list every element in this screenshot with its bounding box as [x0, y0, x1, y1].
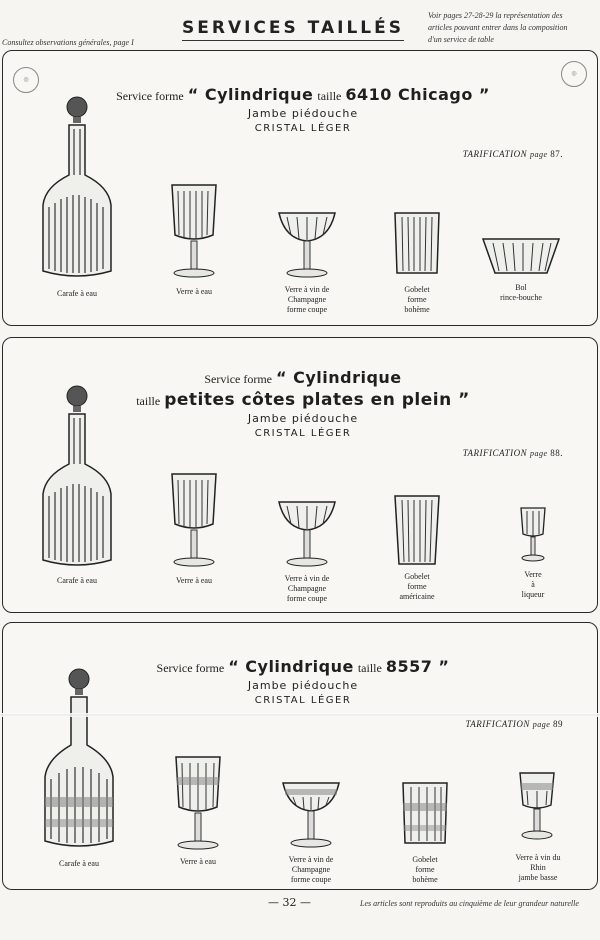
caption-line: forme — [407, 582, 427, 591]
caption-line: Verre à vin de — [288, 855, 334, 864]
service-heading — [63, 85, 543, 134]
heading-sub: Jambe piédouche — [247, 412, 359, 425]
scan-artifact — [0, 713, 600, 717]
caption-line: Verre à vin du — [515, 853, 561, 862]
heading-name: “ Cylindrique — [187, 85, 314, 104]
caption-line: Gobelet — [404, 285, 430, 294]
caption-champagne — [269, 285, 345, 315]
caption-line: Verre à eau — [176, 287, 212, 296]
water-glass-image — [169, 472, 219, 568]
caption-water-glass — [161, 287, 227, 297]
caption-line: Verre à eau — [176, 576, 212, 585]
gobelet-image — [401, 781, 449, 845]
caption-line: Carafe à eau — [57, 576, 97, 585]
tarif-label: TARIFICATION — [465, 719, 530, 729]
caption-line: Bol — [515, 283, 527, 292]
heading-name: “ Cylindrique — [228, 657, 354, 676]
water-glass-image — [173, 755, 223, 851]
heading-name: “ Cylindrique — [276, 368, 402, 387]
stamp-icon: ◎ — [561, 61, 587, 87]
tarif-page-word: page — [532, 720, 551, 729]
heading-sub: Jambe piédouche — [247, 107, 359, 120]
gobelet-image — [393, 211, 441, 275]
caption-line: Rhin — [530, 863, 546, 872]
heading-crystal: CRISTAL LÉGER — [254, 695, 352, 706]
caption-gobelet — [395, 855, 455, 885]
tarif-label: TARIFICATION — [462, 448, 528, 458]
champagne-coupe-image — [277, 211, 337, 279]
caption-line: Verre — [524, 570, 542, 579]
caption-line: à — [531, 580, 535, 589]
caption-line: Champagne — [287, 584, 327, 593]
heading-prefix: Service forme — [116, 89, 184, 103]
heading-prefix: Service forme — [204, 372, 272, 386]
heading-sub: Jambe piédouche — [247, 679, 359, 692]
caption-champagne — [269, 574, 345, 604]
service-panel-petites-cotes — [2, 337, 598, 613]
water-glass-image — [169, 183, 219, 279]
caption-rhine-wine — [503, 853, 573, 883]
rhine-wine-glass-image — [517, 771, 557, 843]
heading-taille: taille — [136, 394, 161, 408]
gobelet-image — [393, 494, 441, 566]
champagne-coupe-image — [277, 500, 337, 568]
caption-water-glass — [165, 857, 231, 867]
caption-line: Gobelet — [404, 572, 430, 581]
tarif-label: TARIFICATION — [462, 149, 528, 159]
footer-note: Les articles sont reproduits au cinquième de leur grandeur naturelle — [360, 899, 579, 908]
caption-line: américaine — [399, 592, 435, 601]
caption-line: rince-bouche — [500, 293, 542, 302]
caption-line: forme coupe — [290, 875, 332, 884]
caption-line: Carafe à eau — [59, 859, 99, 868]
page-header — [0, 0, 600, 52]
carafe-image — [41, 667, 117, 851]
caption-line: forme — [415, 865, 435, 874]
caption-line: Verre à vin de — [284, 574, 330, 583]
tarif-page-word: page — [529, 449, 548, 458]
caption-line: forme — [407, 295, 427, 304]
carafe-image — [39, 95, 115, 281]
caption-gobelet — [387, 285, 447, 315]
caption-line: liqueur — [521, 590, 545, 599]
tarification — [463, 448, 563, 458]
caption-line: forme coupe — [286, 305, 328, 314]
caption-line: Champagne — [287, 295, 327, 304]
consult-note: Consultez observations générales, page I — [2, 38, 134, 47]
see-pages-note — [428, 10, 600, 46]
caption-gobelet — [385, 572, 449, 602]
see-pages-line: d'un service de table — [428, 35, 494, 44]
heading-model: petites côtes plates en plein ” — [164, 390, 470, 410]
tarif-page: 87. — [550, 149, 563, 159]
tarif-page-word: page — [529, 150, 548, 159]
caption-line: bohème — [404, 305, 430, 314]
service-panel-chicago — [2, 50, 598, 326]
liqueur-glass-image — [519, 506, 547, 564]
service-panel-8557 — [2, 622, 598, 890]
caption-line: forme coupe — [286, 594, 328, 603]
caption-carafe — [41, 289, 113, 299]
heading-crystal: CRISTAL LÉGER — [254, 123, 352, 134]
heading-crystal: CRISTAL LÉGER — [254, 428, 352, 439]
service-heading — [63, 368, 543, 439]
tarif-page: 88. — [550, 448, 563, 458]
caption-champagne — [273, 855, 349, 885]
see-pages-line: Voir pages 27-28-29 la représentation des — [428, 11, 563, 20]
service-heading — [63, 657, 543, 706]
caption-carafe — [41, 576, 113, 586]
carafe-image — [39, 384, 115, 570]
heading-model: 8557 ” — [385, 657, 450, 676]
caption-line: jambe basse — [518, 873, 558, 882]
caption-liqueur — [509, 570, 557, 600]
caption-line: Carafe à eau — [57, 289, 97, 298]
heading-prefix: Service forme — [156, 661, 225, 675]
heading-taille: taille — [317, 89, 342, 103]
stamp-icon: ◎ — [13, 67, 39, 93]
caption-water-glass — [161, 576, 227, 586]
page-number: — 32 — — [268, 896, 311, 909]
heading-taille: taille — [357, 661, 382, 675]
caption-line: Verre à vin de — [284, 285, 330, 294]
bowl-image — [481, 237, 561, 277]
champagne-coupe-image — [281, 781, 341, 849]
tarification — [463, 149, 563, 159]
see-pages-line: articles pouvant entrer dans la composition — [428, 23, 568, 32]
caption-line: Gobelet — [412, 855, 438, 864]
caption-line: Verre à eau — [180, 857, 216, 866]
caption-bowl — [489, 283, 553, 303]
tarif-page: 89 — [553, 719, 563, 729]
tarification — [465, 719, 563, 729]
caption-carafe — [43, 859, 115, 869]
caption-line: bohème — [412, 875, 438, 884]
page-title: SERVICES TAILLÉS — [182, 18, 404, 38]
heading-model: 6410 Chicago ” — [345, 85, 490, 104]
caption-line: Champagne — [291, 865, 331, 874]
